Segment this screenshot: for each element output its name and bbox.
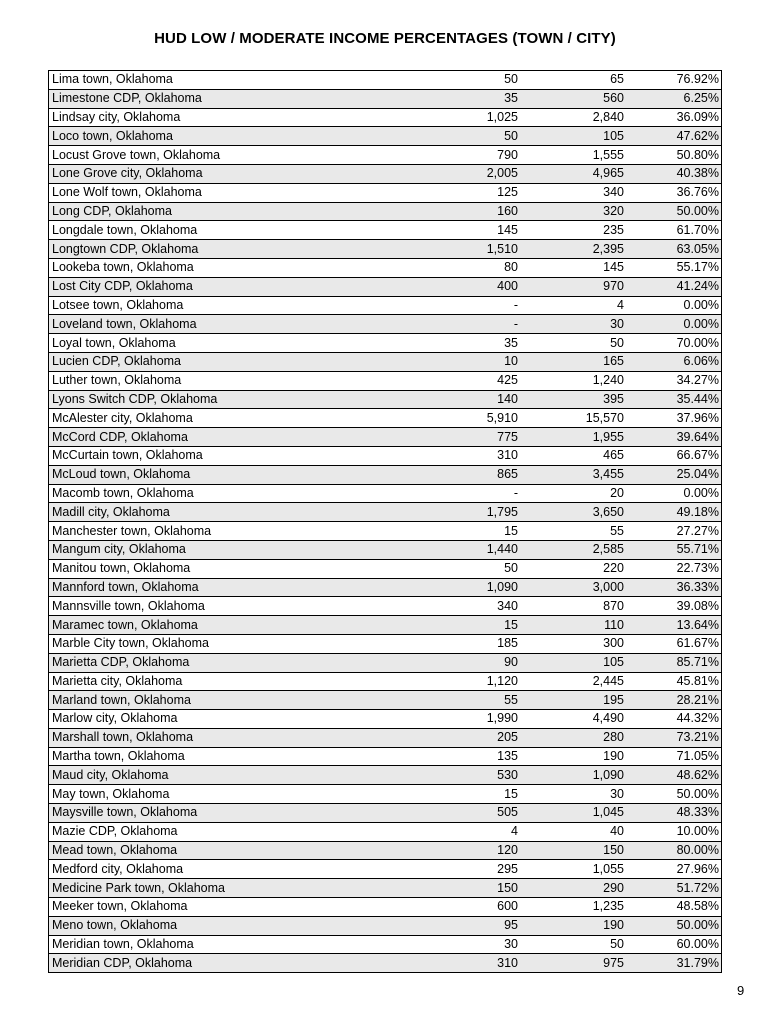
place-name-cell: Mannford town, Oklahoma <box>49 578 386 597</box>
low-mod-count-cell: 140 <box>385 390 518 409</box>
total-count-cell: 870 <box>518 597 624 616</box>
percent-cell: 41.24% <box>624 277 722 296</box>
total-count-cell: 4,965 <box>518 164 624 183</box>
percent-cell: 50.00% <box>624 202 722 221</box>
low-mod-count-cell: 1,025 <box>385 108 518 127</box>
total-count-cell: 190 <box>518 747 624 766</box>
table-row <box>49 296 722 315</box>
table-row <box>49 334 722 353</box>
percent-cell: 55.71% <box>624 540 722 559</box>
low-mod-count-cell: 50 <box>385 559 518 578</box>
percent-cell: 71.05% <box>624 747 722 766</box>
percent-cell: 50.00% <box>624 916 722 935</box>
percent-cell: 37.96% <box>624 409 722 428</box>
place-name-cell: May town, Oklahoma <box>49 785 386 804</box>
percent-cell: 48.58% <box>624 898 722 917</box>
place-name-cell: Luther town, Oklahoma <box>49 371 386 390</box>
table-row <box>49 503 722 522</box>
low-mod-count-cell: 30 <box>385 935 518 954</box>
place-name-cell: McAlester city, Oklahoma <box>49 409 386 428</box>
low-mod-count-cell: 125 <box>385 183 518 202</box>
low-mod-count-cell: 1,990 <box>385 710 518 729</box>
place-name-cell: Meno town, Oklahoma <box>49 916 386 935</box>
place-name-cell: Longtown CDP, Oklahoma <box>49 240 386 259</box>
low-mod-count-cell: 50 <box>385 71 518 90</box>
table-row <box>49 315 722 334</box>
place-name-cell: McLoud town, Oklahoma <box>49 465 386 484</box>
table-row <box>49 522 722 541</box>
place-name-cell: Limestone CDP, Oklahoma <box>49 89 386 108</box>
table-row <box>49 127 722 146</box>
table-row <box>49 785 722 804</box>
table-row <box>49 371 722 390</box>
percent-cell: 61.70% <box>624 221 722 240</box>
low-mod-count-cell: 1,090 <box>385 578 518 597</box>
total-count-cell: 165 <box>518 352 624 371</box>
total-count-cell: 235 <box>518 221 624 240</box>
table-row <box>49 484 722 503</box>
percent-cell: 10.00% <box>624 822 722 841</box>
percent-cell: 48.33% <box>624 804 722 823</box>
place-name-cell: Marland town, Oklahoma <box>49 691 386 710</box>
total-count-cell: 65 <box>518 71 624 90</box>
percent-cell: 51.72% <box>624 879 722 898</box>
percent-cell: 36.09% <box>624 108 722 127</box>
table-row <box>49 71 722 90</box>
place-name-cell: Lookeba town, Oklahoma <box>49 258 386 277</box>
place-name-cell: Maysville town, Oklahoma <box>49 804 386 823</box>
place-name-cell: Marietta CDP, Oklahoma <box>49 653 386 672</box>
low-mod-count-cell: 90 <box>385 653 518 672</box>
place-name-cell: Lyons Switch CDP, Oklahoma <box>49 390 386 409</box>
total-count-cell: 290 <box>518 879 624 898</box>
table-row <box>49 221 722 240</box>
percent-cell: 73.21% <box>624 728 722 747</box>
table-row <box>49 710 722 729</box>
low-mod-count-cell: - <box>385 315 518 334</box>
place-name-cell: Marble City town, Oklahoma <box>49 634 386 653</box>
percent-cell: 39.08% <box>624 597 722 616</box>
table-row <box>49 183 722 202</box>
total-count-cell: 150 <box>518 841 624 860</box>
percent-cell: 36.33% <box>624 578 722 597</box>
total-count-cell: 4 <box>518 296 624 315</box>
percent-cell: 27.96% <box>624 860 722 879</box>
low-mod-count-cell: 865 <box>385 465 518 484</box>
percent-cell: 44.32% <box>624 710 722 729</box>
table-row <box>49 390 722 409</box>
table-row <box>49 108 722 127</box>
total-count-cell: 560 <box>518 89 624 108</box>
place-name-cell: Loyal town, Oklahoma <box>49 334 386 353</box>
total-count-cell: 105 <box>518 127 624 146</box>
table-row <box>49 409 722 428</box>
table-row <box>49 728 722 747</box>
place-name-cell: Locust Grove town, Oklahoma <box>49 146 386 165</box>
table-row <box>49 240 722 259</box>
page-title: HUD LOW / MODERATE INCOME PERCENTAGES (TOWN / CITY) <box>154 30 616 47</box>
table-row <box>49 691 722 710</box>
low-mod-count-cell: 55 <box>385 691 518 710</box>
low-mod-count-cell: 5,910 <box>385 409 518 428</box>
low-mod-count-cell: 95 <box>385 916 518 935</box>
place-name-cell: Manitou town, Oklahoma <box>49 559 386 578</box>
place-name-cell: Lone Grove city, Oklahoma <box>49 164 386 183</box>
place-name-cell: Mangum city, Oklahoma <box>49 540 386 559</box>
table-row <box>49 672 722 691</box>
place-name-cell: Maramec town, Oklahoma <box>49 616 386 635</box>
low-mod-count-cell: 50 <box>385 127 518 146</box>
table-row <box>49 766 722 785</box>
table-row <box>49 653 722 672</box>
place-name-cell: Mead town, Oklahoma <box>49 841 386 860</box>
low-mod-count-cell: 160 <box>385 202 518 221</box>
place-name-cell: Marshall town, Oklahoma <box>49 728 386 747</box>
low-mod-count-cell: 80 <box>385 258 518 277</box>
place-name-cell: McCurtain town, Oklahoma <box>49 446 386 465</box>
low-mod-count-cell: 1,510 <box>385 240 518 259</box>
percent-cell: 50.00% <box>624 785 722 804</box>
table-row <box>49 578 722 597</box>
percent-cell: 0.00% <box>624 315 722 334</box>
table-row <box>49 146 722 165</box>
percent-cell: 34.27% <box>624 371 722 390</box>
percent-cell: 60.00% <box>624 935 722 954</box>
total-count-cell: 1,090 <box>518 766 624 785</box>
percent-cell: 49.18% <box>624 503 722 522</box>
place-name-cell: Meridian town, Oklahoma <box>49 935 386 954</box>
table-row <box>49 352 722 371</box>
table-row <box>49 258 722 277</box>
place-name-cell: Lone Wolf town, Oklahoma <box>49 183 386 202</box>
low-mod-count-cell: 135 <box>385 747 518 766</box>
percent-cell: 0.00% <box>624 484 722 503</box>
place-name-cell: Meeker town, Oklahoma <box>49 898 386 917</box>
table-row <box>49 465 722 484</box>
place-name-cell: Medicine Park town, Oklahoma <box>49 879 386 898</box>
percent-cell: 63.05% <box>624 240 722 259</box>
total-count-cell: 1,235 <box>518 898 624 917</box>
low-mod-count-cell: 1,120 <box>385 672 518 691</box>
low-mod-count-cell: 2,005 <box>385 164 518 183</box>
low-mod-count-cell: 425 <box>385 371 518 390</box>
total-count-cell: 320 <box>518 202 624 221</box>
table-row <box>49 597 722 616</box>
low-mod-count-cell: 145 <box>385 221 518 240</box>
low-mod-count-cell: 35 <box>385 334 518 353</box>
low-mod-count-cell: 400 <box>385 277 518 296</box>
table-row <box>49 860 722 879</box>
place-name-cell: Madill city, Oklahoma <box>49 503 386 522</box>
place-name-cell: Marietta city, Oklahoma <box>49 672 386 691</box>
percent-cell: 27.27% <box>624 522 722 541</box>
percent-cell: 22.73% <box>624 559 722 578</box>
place-name-cell: Long CDP, Oklahoma <box>49 202 386 221</box>
percent-cell: 45.81% <box>624 672 722 691</box>
total-count-cell: 110 <box>518 616 624 635</box>
table-row <box>49 954 722 973</box>
place-name-cell: Macomb town, Oklahoma <box>49 484 386 503</box>
percent-cell: 47.62% <box>624 127 722 146</box>
total-count-cell: 2,445 <box>518 672 624 691</box>
page-number: 9 <box>737 983 745 998</box>
place-name-cell: Mannsville town, Oklahoma <box>49 597 386 616</box>
table-row <box>49 879 722 898</box>
total-count-cell: 4,490 <box>518 710 624 729</box>
table-row <box>49 540 722 559</box>
total-count-cell: 145 <box>518 258 624 277</box>
total-count-cell: 975 <box>518 954 624 973</box>
place-name-cell: Lindsay city, Oklahoma <box>49 108 386 127</box>
low-mod-count-cell: 340 <box>385 597 518 616</box>
low-mod-count-cell: 150 <box>385 879 518 898</box>
percent-cell: 25.04% <box>624 465 722 484</box>
place-name-cell: Meridian CDP, Oklahoma <box>49 954 386 973</box>
total-count-cell: 3,650 <box>518 503 624 522</box>
percent-cell: 28.21% <box>624 691 722 710</box>
place-name-cell: Marlow city, Oklahoma <box>49 710 386 729</box>
place-name-cell: Lost City CDP, Oklahoma <box>49 277 386 296</box>
place-name-cell: Lima town, Oklahoma <box>49 71 386 90</box>
table-row <box>49 898 722 917</box>
low-mod-count-cell: - <box>385 296 518 315</box>
total-count-cell: 105 <box>518 653 624 672</box>
percent-cell: 61.67% <box>624 634 722 653</box>
percent-cell: 36.76% <box>624 183 722 202</box>
place-name-cell: McCord CDP, Oklahoma <box>49 428 386 447</box>
total-count-cell: 300 <box>518 634 624 653</box>
percent-cell: 70.00% <box>624 334 722 353</box>
percent-cell: 31.79% <box>624 954 722 973</box>
low-mod-count-cell: 790 <box>385 146 518 165</box>
low-mod-count-cell: 600 <box>385 898 518 917</box>
total-count-cell: 50 <box>518 334 624 353</box>
percent-cell: 55.17% <box>624 258 722 277</box>
low-mod-count-cell: 10 <box>385 352 518 371</box>
place-name-cell: Longdale town, Oklahoma <box>49 221 386 240</box>
low-mod-count-cell: 185 <box>385 634 518 653</box>
total-count-cell: 970 <box>518 277 624 296</box>
total-count-cell: 15,570 <box>518 409 624 428</box>
total-count-cell: 340 <box>518 183 624 202</box>
low-mod-count-cell: - <box>385 484 518 503</box>
place-name-cell: Medford city, Oklahoma <box>49 860 386 879</box>
table-row <box>49 935 722 954</box>
place-name-cell: Loveland town, Oklahoma <box>49 315 386 334</box>
table-row <box>49 822 722 841</box>
low-mod-count-cell: 310 <box>385 446 518 465</box>
percent-cell: 76.92% <box>624 71 722 90</box>
place-name-cell: Lotsee town, Oklahoma <box>49 296 386 315</box>
low-mod-count-cell: 4 <box>385 822 518 841</box>
percent-cell: 39.64% <box>624 428 722 447</box>
total-count-cell: 2,585 <box>518 540 624 559</box>
low-mod-count-cell: 295 <box>385 860 518 879</box>
percent-cell: 80.00% <box>624 841 722 860</box>
total-count-cell: 280 <box>518 728 624 747</box>
low-mod-count-cell: 35 <box>385 89 518 108</box>
percent-cell: 85.71% <box>624 653 722 672</box>
total-count-cell: 20 <box>518 484 624 503</box>
table-row <box>49 804 722 823</box>
income-table <box>48 70 722 973</box>
total-count-cell: 465 <box>518 446 624 465</box>
percent-cell: 35.44% <box>624 390 722 409</box>
low-mod-count-cell: 15 <box>385 785 518 804</box>
low-mod-count-cell: 1,795 <box>385 503 518 522</box>
table-row <box>49 202 722 221</box>
total-count-cell: 3,455 <box>518 465 624 484</box>
low-mod-count-cell: 775 <box>385 428 518 447</box>
total-count-cell: 195 <box>518 691 624 710</box>
table-body <box>49 71 722 973</box>
low-mod-count-cell: 15 <box>385 616 518 635</box>
total-count-cell: 1,240 <box>518 371 624 390</box>
total-count-cell: 1,055 <box>518 860 624 879</box>
percent-cell: 66.67% <box>624 446 722 465</box>
table-row <box>49 277 722 296</box>
total-count-cell: 30 <box>518 785 624 804</box>
table-row <box>49 747 722 766</box>
low-mod-count-cell: 205 <box>385 728 518 747</box>
low-mod-count-cell: 1,440 <box>385 540 518 559</box>
total-count-cell: 395 <box>518 390 624 409</box>
percent-cell: 48.62% <box>624 766 722 785</box>
total-count-cell: 30 <box>518 315 624 334</box>
percent-cell: 6.25% <box>624 89 722 108</box>
low-mod-count-cell: 15 <box>385 522 518 541</box>
percent-cell: 0.00% <box>624 296 722 315</box>
table-row <box>49 616 722 635</box>
place-name-cell: Maud city, Oklahoma <box>49 766 386 785</box>
total-count-cell: 40 <box>518 822 624 841</box>
total-count-cell: 2,395 <box>518 240 624 259</box>
table-row <box>49 841 722 860</box>
total-count-cell: 220 <box>518 559 624 578</box>
total-count-cell: 190 <box>518 916 624 935</box>
percent-cell: 6.06% <box>624 352 722 371</box>
total-count-cell: 55 <box>518 522 624 541</box>
place-name-cell: Lucien CDP, Oklahoma <box>49 352 386 371</box>
place-name-cell: Mazie CDP, Oklahoma <box>49 822 386 841</box>
place-name-cell: Loco town, Oklahoma <box>49 127 386 146</box>
low-mod-count-cell: 120 <box>385 841 518 860</box>
low-mod-count-cell: 530 <box>385 766 518 785</box>
place-name-cell: Martha town, Oklahoma <box>49 747 386 766</box>
place-name-cell: Manchester town, Oklahoma <box>49 522 386 541</box>
total-count-cell: 2,840 <box>518 108 624 127</box>
table-row <box>49 446 722 465</box>
percent-cell: 13.64% <box>624 616 722 635</box>
low-mod-count-cell: 310 <box>385 954 518 973</box>
total-count-cell: 3,000 <box>518 578 624 597</box>
total-count-cell: 1,955 <box>518 428 624 447</box>
total-count-cell: 50 <box>518 935 624 954</box>
percent-cell: 50.80% <box>624 146 722 165</box>
total-count-cell: 1,045 <box>518 804 624 823</box>
table-row <box>49 634 722 653</box>
table-row <box>49 89 722 108</box>
table-row <box>49 916 722 935</box>
table-row <box>49 428 722 447</box>
table-row <box>49 164 722 183</box>
total-count-cell: 1,555 <box>518 146 624 165</box>
low-mod-count-cell: 505 <box>385 804 518 823</box>
table-row <box>49 559 722 578</box>
percent-cell: 40.38% <box>624 164 722 183</box>
